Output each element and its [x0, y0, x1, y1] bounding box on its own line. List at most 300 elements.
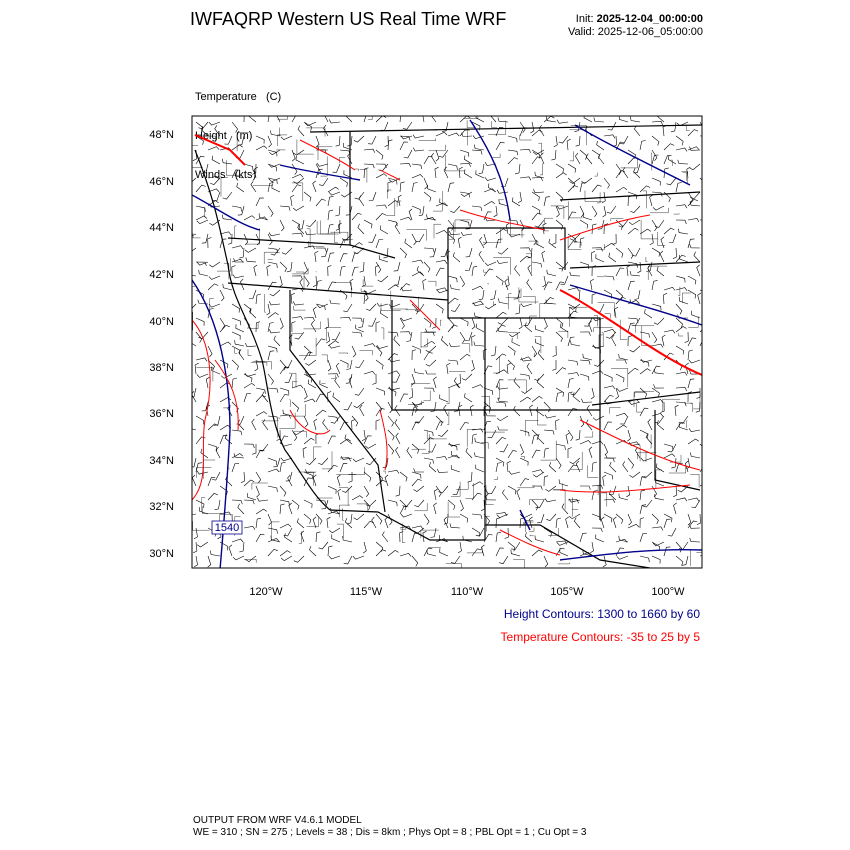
wind-barb: [496, 142, 505, 150]
wind-barb: [412, 234, 416, 245]
model-info-line1: OUTPUT FROM WRF V4.6.1 MODEL: [193, 815, 362, 826]
wind-barb: [394, 262, 400, 271]
wind-barb: [400, 112, 405, 122]
wind-barb: [270, 290, 280, 296]
wind-barb: [527, 363, 532, 374]
county-line: [595, 173, 598, 176]
county-line: [337, 524, 344, 538]
wind-barb: [316, 532, 320, 542]
wind-barb: [667, 178, 677, 185]
county-line: [348, 467, 364, 475]
wind-barb: [654, 318, 664, 324]
county-line: [414, 503, 427, 511]
county-line: [494, 477, 497, 480]
county-line: [428, 281, 436, 286]
lat-label: 44°N: [149, 222, 174, 234]
wind-barb: [552, 234, 556, 244]
wind-barb: [556, 318, 563, 328]
wind-barb: [676, 542, 682, 552]
wind-barb: [654, 369, 664, 374]
wind-barb: [535, 325, 544, 332]
wind-barb: [436, 416, 442, 426]
wind-barb: [196, 416, 204, 424]
wind-barb: [268, 374, 274, 385]
wind-barb: [448, 220, 454, 231]
wind-barb: [627, 430, 630, 441]
wind-barb: [395, 419, 400, 430]
wind-barb: [233, 556, 244, 560]
county-line: [643, 191, 647, 209]
wind-barb: [376, 205, 387, 209]
wind-barb: [474, 145, 484, 150]
wind-barb: [557, 206, 568, 209]
wind-barb: [537, 378, 544, 388]
wind-barb: [346, 206, 352, 215]
wind-barb: [424, 514, 429, 525]
county-line: [335, 232, 338, 243]
wind-barb: [546, 117, 556, 122]
wind-barb: [525, 532, 532, 542]
wind-barb: [244, 500, 254, 504]
wind-barb: [225, 434, 232, 444]
wind-barb: [628, 281, 635, 290]
wind-barb: [688, 498, 699, 501]
wind-barb: [544, 318, 547, 329]
wind-barb: [256, 395, 266, 402]
wind-barb: [208, 493, 218, 500]
wind-barb: [256, 146, 267, 150]
wind-barb: [269, 164, 280, 167]
wind-barb: [256, 518, 261, 528]
border-nv-ut-az: [392, 300, 485, 410]
county-line: [585, 431, 593, 437]
wind-barb: [198, 300, 208, 304]
wind-barb: [236, 416, 244, 424]
wind-barb: [237, 183, 244, 192]
wind-barb: [556, 173, 567, 178]
wind-barb: [208, 346, 212, 357]
wind-barb: [403, 122, 412, 129]
wind-barb: [669, 234, 676, 243]
wind-barb: [497, 416, 508, 421]
wind-barb: [412, 183, 418, 193]
county-line: [381, 328, 384, 340]
wind-barb: [440, 199, 448, 207]
wind-barb: [616, 514, 623, 524]
wind-barb: [304, 500, 312, 508]
wind-barb: [293, 150, 304, 155]
wind-barb: [197, 542, 208, 547]
wind-barb: [451, 304, 460, 312]
wind-barb: [185, 234, 196, 238]
wind-barb: [468, 472, 472, 482]
wind-barb: [652, 280, 658, 290]
wind-barb: [287, 262, 292, 272]
wind-barb: [280, 462, 286, 472]
wind-barb: [616, 539, 627, 542]
wind-barb: [306, 458, 316, 465]
wind-barb: [400, 182, 405, 192]
wind-barb: [232, 122, 238, 133]
wind-barb: [316, 410, 326, 416]
county-line: [465, 483, 473, 499]
wind-barb: [335, 377, 340, 388]
county-line: [553, 490, 565, 510]
wind-barb: [628, 458, 634, 469]
wind-barb: [436, 456, 447, 459]
lon-label: 105°W: [550, 586, 584, 598]
wind-barb: [688, 239, 694, 248]
wind-barb: [388, 550, 399, 556]
wind-barb: [568, 212, 576, 220]
wind-barb: [388, 178, 397, 185]
wind-barb: [640, 332, 650, 338]
wind-barb: [388, 140, 392, 150]
wind-barb: [652, 136, 659, 146]
wind-barb: [280, 504, 285, 514]
wind-barb: [377, 303, 388, 306]
wind-barb: [419, 206, 424, 216]
wind-barb: [544, 430, 554, 435]
wind-barb: [594, 360, 604, 367]
wind-barb: [342, 486, 352, 493]
wind-barb: [689, 360, 700, 363]
wind-barb: [556, 444, 565, 450]
lat-label: 46°N: [149, 176, 174, 188]
wind-barb: [688, 276, 696, 284]
county-line: [450, 371, 466, 372]
county-line: [307, 518, 319, 527]
wind-barb: [538, 434, 544, 444]
wind-barb: [604, 276, 614, 280]
wind-barb: [520, 444, 524, 455]
wind-barb: [496, 312, 507, 318]
wind-barb: [364, 371, 375, 374]
wind-barb: [405, 239, 412, 248]
wind-barb: [281, 556, 292, 561]
wind-barb: [340, 266, 345, 276]
wind-barb: [532, 262, 542, 268]
county-line: [679, 333, 684, 336]
wind-barb: [293, 301, 304, 305]
wind-barb: [544, 476, 548, 486]
wind-barb: [532, 450, 540, 458]
wind-barb: [350, 279, 353, 290]
wind-barb: [208, 284, 218, 290]
wind-barb: [619, 536, 628, 542]
county-line: [289, 400, 290, 407]
wind-barb: [653, 542, 664, 546]
wind-barb: [223, 192, 232, 199]
wind-barb: [232, 206, 242, 212]
county-line: [684, 403, 692, 412]
wind-barb: [228, 234, 232, 244]
wind-barb: [304, 374, 312, 382]
wind-barb: [409, 388, 413, 399]
wind-barb: [328, 210, 333, 220]
county-line: [674, 213, 680, 214]
wind-barb: [675, 405, 679, 416]
wind-barb: [359, 195, 364, 206]
wind-barb: [424, 352, 433, 360]
wind-barb: [268, 528, 278, 534]
wind-barb: [273, 458, 280, 467]
wind-barb: [604, 329, 615, 332]
wind-barb: [645, 309, 653, 318]
wind-barb: [388, 182, 392, 193]
wind-barb: [628, 196, 632, 206]
wind-barb: [697, 514, 701, 525]
wind-barb: [269, 329, 280, 333]
border-mexico-nm-tx: [485, 525, 650, 568]
wind-barb: [472, 385, 483, 388]
wind-barb: [401, 287, 412, 291]
wind-barb: [389, 359, 400, 362]
wind-barb: [292, 185, 301, 192]
county-line: [637, 404, 643, 412]
wind-barb: [232, 266, 236, 277]
county-line: [360, 351, 373, 356]
county-line: [526, 254, 531, 274]
wind-barb: [400, 506, 408, 514]
wind-barb: [496, 437, 506, 444]
wind-barb: [436, 422, 444, 430]
wind-barb: [662, 335, 665, 346]
wind-barb: [604, 386, 615, 389]
wind-barb: [616, 360, 627, 364]
wind-barb: [325, 318, 329, 329]
wind-barb: [448, 133, 459, 136]
wind-barb: [696, 402, 700, 412]
county-line: [204, 460, 216, 479]
county-line: [455, 220, 471, 232]
wind-barb: [449, 343, 460, 347]
wind-barb: [208, 237, 212, 248]
wind-barb: [652, 514, 658, 524]
wind-barb: [208, 444, 217, 451]
wind-barb: [592, 514, 600, 521]
wind-barb: [508, 360, 515, 370]
wind-barb: [328, 265, 332, 276]
wind-barb: [460, 220, 469, 226]
wind-barb: [196, 318, 204, 326]
county-line: [297, 140, 314, 155]
wind-barb: [450, 206, 460, 213]
wind-barb: [552, 360, 556, 370]
init-value: 2025-12-04_00:00:00: [596, 13, 703, 25]
wind-barb: [507, 461, 511, 472]
county-line: [448, 502, 460, 517]
wind-barb: [268, 549, 278, 556]
wind-barb: [185, 248, 196, 253]
wind-barb: [206, 377, 209, 388]
wind-barb: [229, 545, 232, 556]
wind-barb: [376, 550, 386, 556]
wind-barb: [316, 514, 322, 524]
wind-barb: [301, 531, 304, 542]
wind-barb: [592, 462, 597, 472]
wind-barb: [484, 269, 493, 276]
wind-barb: [376, 150, 383, 160]
wind-barb: [328, 436, 336, 444]
wind-barb: [592, 206, 597, 217]
wind-barb: [353, 556, 364, 559]
wind-barb: [500, 444, 508, 452]
wind-barb: [360, 262, 364, 272]
wind-barb: [349, 377, 352, 388]
wind-barb: [424, 217, 435, 220]
wind-barb: [436, 230, 447, 234]
wind-barb: [329, 192, 340, 195]
wind-barb: [376, 116, 386, 122]
wind-barb: [687, 167, 691, 178]
county-line: [530, 535, 534, 536]
wind-barb: [292, 385, 303, 388]
wind-barb: [571, 388, 581, 395]
wind-barb: [414, 369, 424, 375]
wind-barb: [400, 531, 404, 542]
wind-barb: [215, 125, 220, 136]
wind-barb: [556, 541, 567, 545]
wind-barb: [366, 500, 376, 506]
county-line: [383, 471, 385, 474]
wind-barb: [461, 232, 472, 235]
wind-barb: [474, 313, 484, 318]
wind-barb: [568, 186, 578, 193]
wind-barb: [285, 374, 292, 382]
wind-barb: [236, 324, 244, 332]
wind-barb: [363, 542, 366, 553]
wind-barb: [556, 458, 561, 469]
wind-barb: [688, 350, 693, 360]
wind-barb: [280, 551, 291, 556]
county-line: [421, 332, 436, 348]
wind-barb: [460, 276, 465, 287]
lat-label: 36°N: [149, 408, 174, 420]
wind-barb: [352, 213, 362, 220]
wind-barb: [352, 416, 358, 426]
county-line: [264, 252, 280, 264]
wind-barb: [305, 360, 316, 365]
wind-barb: [340, 464, 347, 472]
wind-barb: [657, 267, 664, 276]
wind-barb: [424, 430, 433, 436]
border-tx-ok: [655, 410, 700, 490]
border-sd-nd: [560, 192, 700, 200]
wind-barb: [535, 536, 544, 543]
wind-barb: [520, 458, 528, 466]
county-line: [508, 380, 527, 392]
wind-barb: [396, 486, 400, 496]
wind-barb: [460, 354, 470, 360]
county-line: [596, 244, 605, 249]
wind-barb: [628, 336, 632, 346]
wind-barb: [292, 174, 303, 178]
wind-barb: [326, 332, 329, 343]
field-name: Winds: [195, 169, 226, 181]
wind-barb: [652, 344, 663, 347]
wind-barb: [223, 284, 232, 290]
wind-barb: [308, 380, 316, 388]
wind-barb: [215, 500, 220, 510]
wind-barb: [460, 422, 469, 430]
county-line: [484, 270, 487, 273]
wind-barb: [364, 344, 375, 347]
wind-barb: [508, 451, 517, 459]
wind-barb: [616, 164, 621, 175]
wind-barb: [447, 363, 451, 374]
lat-label: 34°N: [149, 455, 174, 467]
wind-barb: [196, 500, 204, 508]
wind-barb: [532, 192, 540, 201]
wind-barb: [360, 405, 364, 416]
wind-barb: [401, 318, 412, 321]
wind-barb: [448, 183, 454, 192]
wind-barb: [220, 512, 231, 515]
wind-barb: [490, 112, 496, 122]
wind-barb: [279, 276, 282, 287]
wind-barb: [533, 189, 544, 193]
wind-barb: [434, 489, 437, 500]
wind-barb: [679, 542, 688, 549]
wind-barb: [556, 332, 563, 342]
wind-barb: [462, 374, 472, 380]
wind-barb: [460, 500, 464, 511]
wind-barb: [385, 475, 388, 486]
wind-barb: [297, 518, 304, 528]
wind-barb: [451, 465, 460, 472]
wind-barb: [486, 412, 496, 416]
county-line: [551, 206, 564, 219]
wind-barb: [472, 528, 480, 537]
county-line: [611, 368, 628, 387]
wind-barb: [576, 430, 580, 440]
wind-barb: [617, 388, 628, 391]
wind-barb: [556, 282, 564, 290]
lon-label: 115°W: [349, 586, 383, 598]
wind-barb: [292, 114, 301, 122]
wind-barb: [268, 136, 272, 147]
wind-barb: [685, 332, 689, 343]
wind-barb: [640, 141, 646, 151]
wind-barb: [690, 538, 700, 542]
wind-barb: [592, 150, 600, 159]
wind-barb: [544, 448, 549, 458]
wind-barb: [580, 374, 589, 381]
wind-barb: [623, 461, 628, 472]
wind-barb: [304, 192, 311, 201]
county-line: [558, 331, 568, 338]
valid-time: Valid: 2025-12-06_05:00:00: [568, 26, 703, 38]
wind-barb: [436, 486, 441, 497]
wind-barb: [652, 556, 660, 564]
wind-barb: [256, 388, 265, 394]
wind-barb: [424, 458, 434, 464]
wind-barb: [388, 500, 397, 506]
wind-barb: [632, 318, 641, 326]
wind-barb: [448, 325, 458, 332]
wind-barb: [544, 556, 548, 567]
wind-barb: [209, 262, 220, 267]
wind-barb: [340, 254, 347, 262]
wind-barb: [256, 136, 264, 144]
wind-barb: [413, 148, 424, 152]
contour-label: 1540: [214, 522, 240, 534]
wind-barb: [628, 248, 633, 259]
wind-barb: [580, 533, 587, 542]
wind-barb: [488, 486, 497, 494]
wind-barb: [257, 498, 268, 502]
